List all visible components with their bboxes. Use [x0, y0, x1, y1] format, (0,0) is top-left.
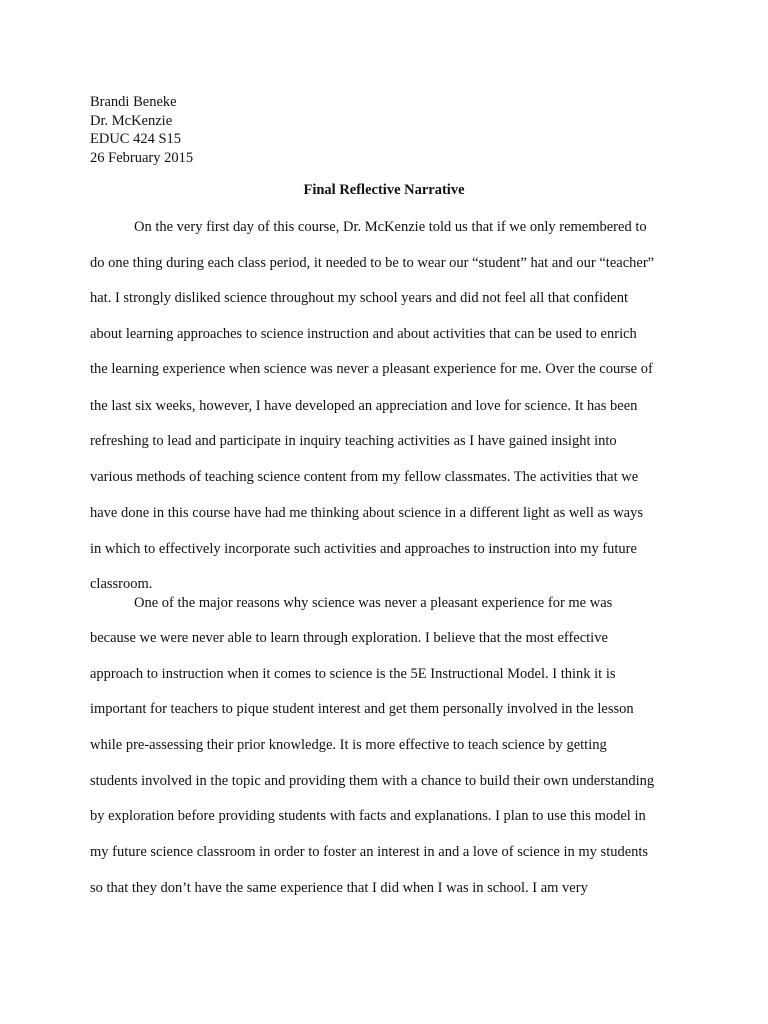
- paragraph-line: refreshing to lead and participate in inquiry teaching activities as I have gained insight into: [90, 433, 617, 449]
- document-header: [90, 93, 193, 167]
- paragraph-line: have done in this course have had me thinking about science in a different light as well as ways: [90, 505, 643, 521]
- paragraph-line: hat. I strongly disliked science throughout my school years and did not feel all that confident: [90, 290, 628, 306]
- paragraph-line: about learning approaches to science instruction and about activities that can be used to enrich: [90, 326, 637, 342]
- paragraph-line: On the very first day of this course, Dr. McKenzie told us that if we only remembered to: [134, 219, 647, 235]
- paragraph-line: various methods of teaching science content from my fellow classmates. The activities that we: [90, 469, 639, 485]
- paragraph-line: classroom.: [90, 576, 153, 592]
- author-name: Brandi Beneke: [90, 94, 177, 110]
- paragraph-line: approach to instruction when it comes to science is the 5E Instructional Model. I think it is: [90, 666, 616, 682]
- paragraph-line: the last six weeks, however, I have developed an appreciation and love for science. It has been: [90, 398, 638, 414]
- instructor-name: Dr. McKenzie: [90, 112, 173, 129]
- document-date: 26 February 2015: [90, 149, 194, 166]
- paragraph-line: do one thing during each class period, it needed to be to wear our “student” hat and our “teacher”: [90, 255, 655, 271]
- paragraph-line: by exploration before providing students with facts and explanations. I plan to use this model in: [90, 808, 646, 824]
- course-code: EDUC 424 S15: [90, 131, 182, 147]
- paragraph-line: important for teachers to pique student interest and get them personally involved in the lesson: [90, 701, 634, 717]
- document-title: Final Reflective Narrative: [303, 182, 465, 198]
- paragraph-line: students involved in the topic and providing them with a chance to build their own understanding: [90, 773, 655, 789]
- paragraph-line: my future science classroom in order to foster an interest in and a love of science in my students: [90, 844, 649, 860]
- paragraph-line: while pre-assessing their prior knowledge. It is more effective to teach science by getting: [90, 737, 607, 753]
- paragraph-line: so that they don’t have the same experience that I did when I was in school. I am very: [90, 880, 588, 896]
- paragraph-line: the learning experience when science was never a pleasant experience for me. Over the course of: [90, 361, 653, 377]
- paragraph-line: because we were never able to learn through exploration. I believe that the most effective: [90, 630, 608, 646]
- paragraph-line: in which to effectively incorporate such activities and approaches to instruction into my future: [90, 541, 637, 557]
- paragraph-line: One of the major reasons why science was never a pleasant experience for me was: [134, 595, 613, 611]
